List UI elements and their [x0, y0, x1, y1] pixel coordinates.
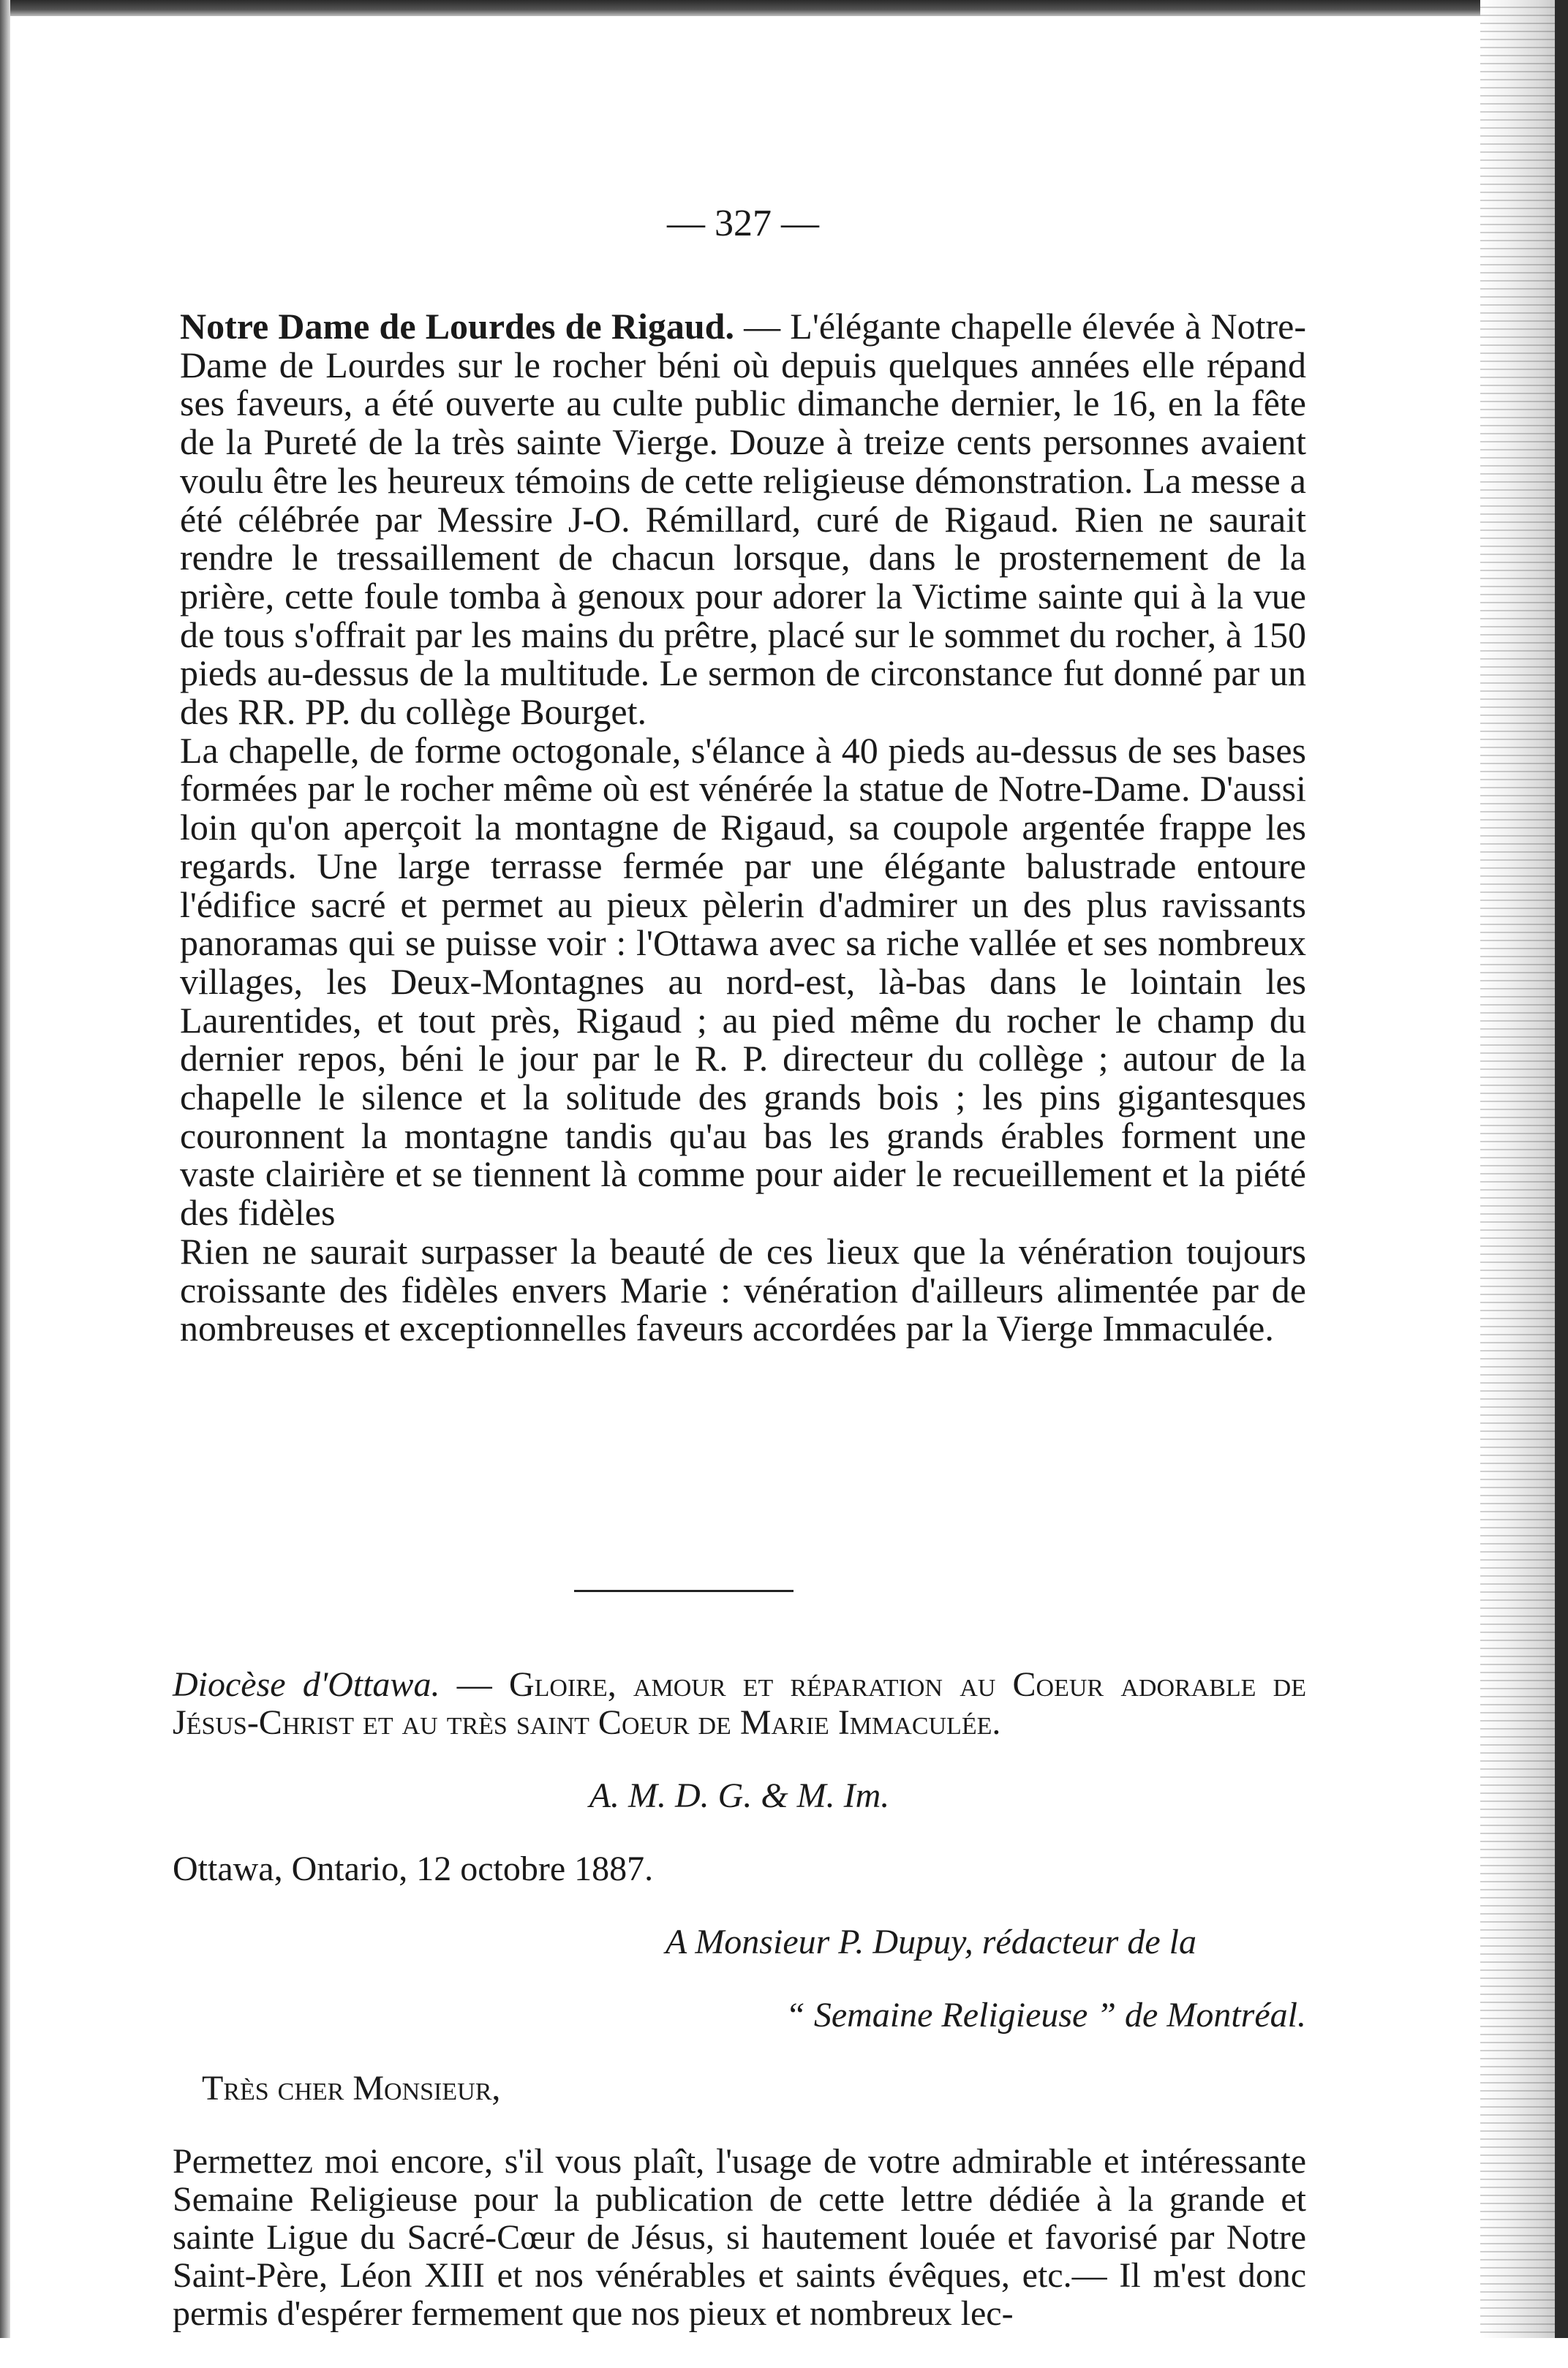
page-body	[180, 205, 1306, 1348]
article1-text-1: — L'élégante chapelle élevée à Notre-Dame de Lourdes sur le rocher béni où depuis quelques années elle répand ses faveurs, a été ouverte au culte public dimanche dernier, le 16, en la fête de la Pureté de la très sainte Vierge. Douze à treize cents personnes avaient voulu être les heureux témoins de cette religieuse démonstration. La messe a été célébrée par Messire J-O. Rémillard, curé de Rigaud. Rien ne saurait rendre le tressaillement de chacun lorsque, dans le prosternement de la prière, cette foule tomba à genoux pour adorer la Victime sainte qui à la vue de tous s'offrait par les mains du prêtre, placé sur le sommet du rocher, à 150 pieds au-dessus de la multitude. Le sermon de circonstance fut donné par un des RR. PP. du collège Bourget.	[180, 306, 1306, 733]
article2-title-line	[173, 1666, 1306, 1742]
article2-title: — Gloire, amour et réparation au Coeur adorable de Jésus-Christ et au très saint Coeur de Marie Immaculée.	[173, 1665, 1307, 1742]
scan-top-edge	[0, 0, 1568, 16]
dateline: Ottawa, Ontario, 12 octobre 1887.	[173, 1849, 654, 1888]
page-number: — 327 —	[667, 203, 819, 244]
letter-body: Permettez moi encore, s'il vous plaît, l'usage de votre admirable et intéressante Semaine Religieuse pour la publication de cette lettre dédiée à la grande et sainte Ligue du Sacré-Cœur de Jésus, si hautement louée et favorisé par Notre Saint-Père, Léon XIII et nos vénérables et saints évêques, etc.— Il m'est donc permis d'espérer fermement que nos pieux et nombreux lec-	[173, 2142, 1306, 2333]
diocese-label: Diocèse d'Ottawa.	[173, 1665, 440, 1704]
scan-right-edge	[1555, 0, 1568, 2338]
motto: A. M. D. G. & M. Im.	[589, 1776, 890, 1815]
addressee-line-2: “ Semaine Religieuse ” de Montréal.	[785, 1996, 1306, 2035]
article1-heading: Notre Dame de Lourdes de Rigaud.	[180, 306, 734, 347]
section-divider	[574, 1590, 794, 1592]
scan-left-edge	[0, 0, 10, 2338]
addressee-line-1: A Monsieur P. Dupuy, rédacteur de la	[665, 1923, 1196, 1961]
article1-paragraph-1	[180, 307, 1306, 731]
salutation: Très cher Monsieur,	[202, 2069, 501, 2108]
article1-paragraph-3: Rien ne saurait surpasser la beauté de ces lieux que la vénération toujours croissante des fidèles envers Marie : vénération d'ailleurs alimentée par de nombreuses et exceptionnelles faveurs accordées par la Vierge Immaculée.	[180, 1230, 1306, 1349]
article1-paragraph-2: La chapelle, de forme octogonale, s'élance à 40 pieds au-dessus de ses bases formées par le rocher même où est vénérée la statue de Notre-Dame. D'aussi loin qu'on aperçoit la montagne de Rigaud, sa coupole argentée frappe les regards. Une large terrasse fermée par une élégante balustrade entoure l'édifice sacré et permet au pieux pèlerin d'admirer un des plus ravissants panoramas qui se puisse voir : l'Ottawa avec sa riche vallée et ses nombreux villages, les Deux-Montagnes au nord-est, là-bas dans le lointain les Laurentides, et tout près, Rigaud ; au pied même du rocher le champ du dernier repos, béni le jour par le R. P. directeur du collège ; autour de la chapelle le silence et la solitude des grands bois ; les pins gigantesques couronnent la montagne tandis qu'au bas les grands érables forment une vaste clairière et se tiennent là comme pour aider le recueillement et la piété des fidèles	[180, 729, 1306, 1234]
article2	[173, 1631, 1306, 2368]
